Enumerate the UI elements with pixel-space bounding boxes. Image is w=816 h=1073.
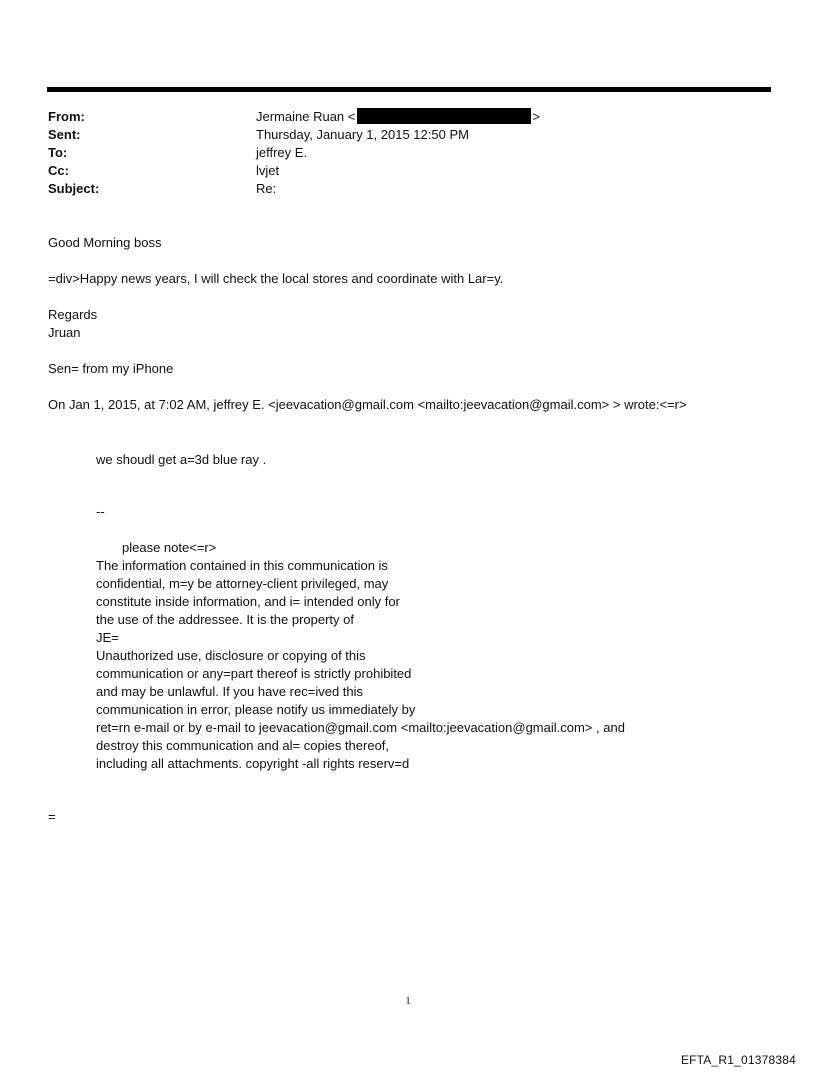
note-heading: please note<=r> — [122, 540, 217, 555]
cc-value: lvjet — [256, 163, 280, 178]
to-value: jeffrey E. — [256, 145, 308, 160]
disclaimer-line: including all attachments. copyright -all rights reserv=d — [96, 756, 410, 771]
from-label: From: — [48, 109, 85, 124]
quoted-text: we shoudl get a=3d blue ray . — [96, 452, 267, 467]
disclaimer-line: ret=rn e-mail or by e-mail to jeevacation@gmail.com <mailto:jeevacation@gmail.com> , and — [96, 720, 625, 735]
from-name: Jermaine Ruan < — [256, 109, 356, 124]
sent-from: Sen= from my iPhone — [48, 361, 174, 376]
regards: Regards — [48, 307, 98, 322]
quote-intro: On Jan 1, 2015, at 7:02 AM, jeffrey E. <jeevacation@gmail.com <mailto:jeevacation@gmail.com> > wrote:<=r> — [48, 397, 687, 412]
trailing-equals: = — [48, 809, 56, 824]
subject-label: Subject: — [48, 181, 100, 196]
body-line: =div>Happy news years, I will check the local stores and coordinate with Lar=y. — [48, 271, 504, 286]
sent-value: Thursday, January 1, 2015 12:50 PM — [256, 127, 469, 142]
sent-label: Sent: — [48, 127, 81, 142]
disclaimer-line: JE= — [96, 630, 119, 645]
header-rule — [47, 87, 771, 92]
page-number: 1 — [405, 995, 411, 1007]
sender-name: Jruan — [48, 325, 81, 340]
disclaimer-line: constitute inside information, and i= intended only for — [96, 594, 400, 609]
disclaimer-line: communication or any=part thereof is strictly prohibited — [96, 666, 412, 681]
disclaimer-line: confidential, m=y be attorney-client privileged, may — [96, 576, 389, 591]
cc-label: Cc: — [48, 163, 69, 178]
from-tail: > — [532, 109, 540, 124]
signature-separator: -- — [96, 504, 105, 519]
disclaimer-line: communication in error, please notify us immediately by — [96, 702, 416, 717]
redaction-box — [357, 108, 531, 124]
disclaimer-line: and may be unlawful. If you have rec=ived this — [96, 684, 364, 699]
document-id: EFTA_R1_01378384 — [680, 1053, 796, 1067]
subject-value: Re: — [256, 181, 277, 196]
to-label: To: — [48, 145, 68, 160]
greeting: Good Morning boss — [48, 235, 162, 250]
disclaimer-line: The information contained in this communication is — [96, 558, 388, 573]
disclaimer-line: destroy this communication and al= copies thereof, — [96, 738, 390, 753]
from-value — [256, 108, 540, 126]
disclaimer-line: the use of the addressee. It is the property of — [96, 612, 354, 627]
disclaimer-line: Unauthorized use, disclosure or copying of this — [96, 648, 366, 663]
